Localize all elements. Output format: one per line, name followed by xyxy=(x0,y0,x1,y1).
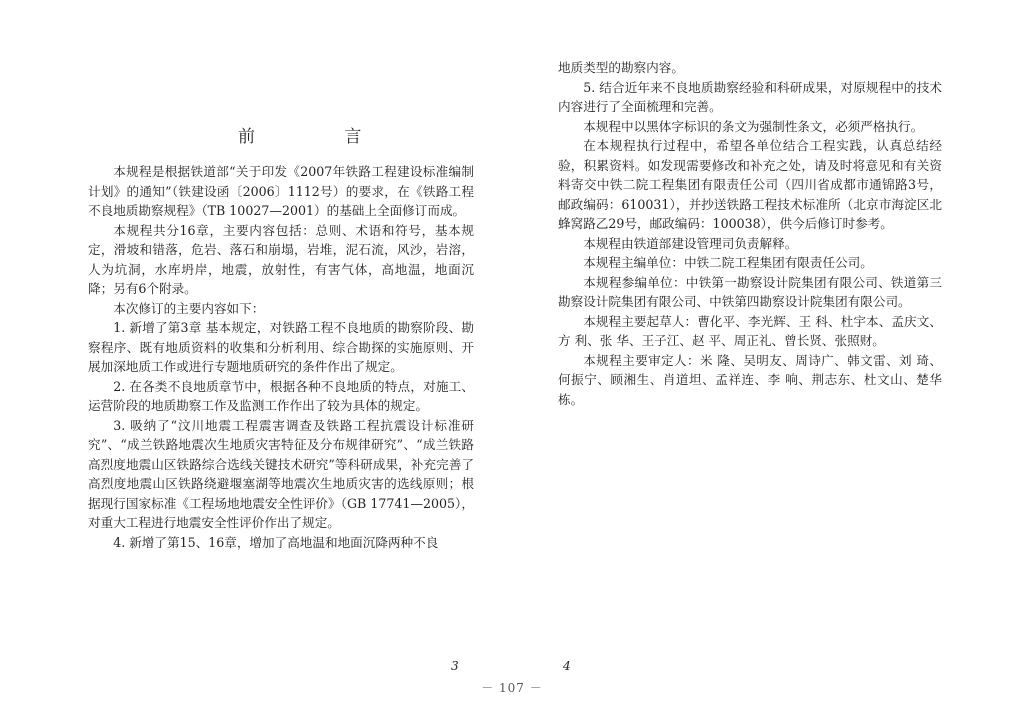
page-title: 前 言 xyxy=(238,127,404,147)
paragraph: 本规程共分16章，主要内容包括：总则、术语和符号，基本规定，滑坡和错落，危岩、落石和崩塌，岩堆，泥石流，风沙，岩溶，人为坑洞，水库坍岸，地震，放射性，有害气体，高地温，地面沉降；另有6个附录。 xyxy=(88,222,474,296)
paragraph: 本规程主要审定人：米 隆、吴明友、周诗广、韩文雷、刘 琦、何振宁、顾湘生、肖道坦、孟祥连、李 响、荆志东、杜文山、楚华栋。 xyxy=(558,352,942,407)
paragraph: 地质类型的勘察内容。 xyxy=(558,60,684,75)
page-number: 3 xyxy=(451,659,459,673)
paragraph: 在本规程执行过程中，希望各单位结合工程实践，认真总结经验，积累资料。如发现需要修改和补充之处，请及时将意见和有关资料寄交中铁二院工程集团有限责任公司（四川省成都市通锦路3号，邮政编码：610031），并抄送铁路工程技术标准所（北京市海淀区北蜂窝路乙29号，邮政编码：100038），供今后修订时参考。 xyxy=(558,138,942,231)
paragraph: 2. 在各类不良地质章节中，根据各种不良地质的特点，对施工、运营阶段的地质勘察工作及监测工作作出了较为具体的规定。 xyxy=(88,378,474,413)
footer-page-number: － 107 － xyxy=(481,681,543,695)
paragraph: 本规程参编单位：中铁第一勘察设计院集团有限公司、铁道第三勘察设计院集团有限公司、中铁第四勘察设计院集团有限公司。 xyxy=(558,274,942,309)
paragraph: 3. 吸纳了“汶川地震工程震害调查及铁路工程抗震设计标准研究”、“成兰铁路地震次生地质灾害特征及分布规律研究”、“成兰铁路高烈度地震山区铁路综合选线关键技术研究”等科研成果，补充完善了高烈度地震山区铁路绕避堰塞湖等地震次生地质灾害的选线原则；根据现行国家标准《工程场地地震安全性评价》（GB 17741—2005），对重大工程进行地震安全性评价作出了规定。 xyxy=(88,417,474,530)
paragraph: 本规程是根据铁道部“关于印发《2007年铁路工程建设标准编制计划》的通知”（铁建设函〔2006〕1112号）的要求，在《铁路工程不良地质勘察规程》（TB 10027—2001）的基础上全面修订而成。 xyxy=(88,164,474,218)
paragraph: 4. 新增了第15、16章，增加了高地温和地面沉降两种不良 xyxy=(113,534,439,550)
paragraph: 5. 结合近年来不良地质勘察经验和科研成果，对原规程中的技术内容进行了全面梳理和完善。 xyxy=(558,79,942,114)
paragraph: 本规程中以黑体字标识的条文为强制性条文，必须严格执行。 xyxy=(583,118,924,134)
right-body xyxy=(558,58,942,409)
paragraph: 本次修订的主要内容如下： xyxy=(113,300,265,316)
paragraph: 本规程主编单位：中铁二院工程集团有限责任公司。 xyxy=(583,255,873,270)
right-page xyxy=(512,0,1024,727)
paragraph: 本规程由铁道部建设管理司负责解释。 xyxy=(583,235,798,251)
paragraph: 1. 新增了第3章 基本规定，对铁路工程不良地质的勘察阶段、勘察程序、既有地质资料的收集和分析利用、综合勘探的实施原则、开展加深地质工作或进行专题地质研究的条件作出了规定。 xyxy=(88,320,474,374)
left-body xyxy=(88,162,474,552)
paragraph: 本规程主要起草人：曹化平、李光辉、王 科、杜宇本、孟庆文、方 利、张 华、王子江、赵 平、周正礼、曾长贤、张照财。 xyxy=(558,313,942,348)
page-number: 4 xyxy=(563,659,571,673)
